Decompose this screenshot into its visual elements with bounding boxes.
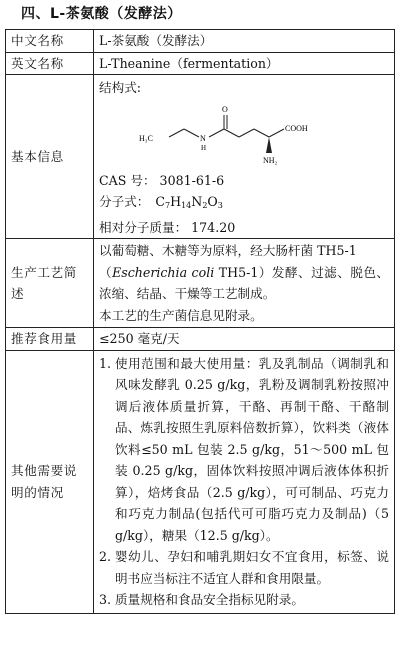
- note-number: 2.: [99, 549, 112, 564]
- formula-element: N: [191, 194, 203, 209]
- note-item: [99, 546, 389, 589]
- molecular-formula: [155, 194, 222, 209]
- molecular-mass: 相对分子质量： 174.20: [99, 219, 236, 235]
- value-process: [94, 239, 395, 328]
- formula-subscript: 14: [181, 201, 192, 210]
- nh2-group-label: NH₂: [263, 155, 278, 165]
- process-line-2-rest: TH5-1）发酵、过滤、脱色、浓缩、结晶、干燥等工艺制成。: [99, 264, 389, 301]
- process-paren: （: [99, 264, 113, 280]
- value-english-name: L-Theanine（fermentation）: [94, 52, 395, 75]
- formula-element: C: [155, 194, 166, 209]
- row-process: [6, 239, 395, 328]
- formula-element: H: [170, 194, 182, 209]
- note-number: 1.: [99, 355, 112, 371]
- value-dosage: ≤250 毫克/天: [94, 328, 395, 351]
- label-dosage: 推荐食用量: [6, 328, 94, 351]
- process-line-3: 本工艺的生产菌信息见附录。: [99, 307, 263, 323]
- cas-number: CAS 号： 3081-61-6: [99, 172, 225, 188]
- value-basic-info: [94, 75, 395, 239]
- row-dosage: [6, 328, 395, 351]
- formula-subscript: 3: [217, 201, 223, 210]
- note-number: 3.: [99, 592, 112, 607]
- value-chinese-name: L-茶氨酸（发酵法）: [94, 30, 395, 53]
- molecular-formula-line: [99, 191, 389, 217]
- formula-subscript: 2: [202, 201, 208, 210]
- notes-list: [99, 353, 389, 611]
- value-other: [94, 350, 395, 613]
- note-text: 使用范围和最大使用量：乳及乳制品（调制乳和风味发酵乳 0.25 g/kg，乳粉及调制乳粉按照冲调后液体质量折算，干酪、再制干酪、干酪制品、炼乳按照生乳原料倍数折算），饮料类（液体饮料≤50 mL 包装 2.5 g/kg，51～500 mL 包装 0.25 g/kg，固体饮料按照冲调后液体体积折算），焙烤食品（2.5 g/kg），可可制品、巧克力和巧克力制品(包括代可可脂巧克力及制品)（5 g/kg），糖果（12.5 g/kg）。: [115, 355, 389, 543]
- section-title: 四、L-茶氨酸（发酵法）: [21, 6, 182, 22]
- structure-label: 结构式:: [99, 80, 142, 95]
- formula-subscript: 7: [165, 201, 171, 210]
- structural-formula-diagram: [139, 101, 339, 167]
- h-atom-label: H: [201, 143, 207, 152]
- row-other: [6, 350, 395, 613]
- note-text: 婴幼儿、孕妇和哺乳期妇女不宜食用，标签、说明书应当标注不适宜人群和食用限量。: [115, 549, 389, 586]
- process-line-1: 以葡萄糖、木糖等为原料，经大肠杆菌 TH5-1: [99, 243, 357, 258]
- h3c-atom-label: H₃C: [139, 133, 153, 143]
- note-text: 质量规格和食品安全指标见附录。: [115, 592, 304, 607]
- label-other: 其他需要说明的情况: [6, 350, 94, 613]
- formula-element: O: [207, 194, 218, 209]
- info-table: [5, 29, 395, 614]
- row-chinese-name: [6, 30, 395, 53]
- note-item: [99, 589, 389, 611]
- note-item: [99, 353, 389, 547]
- row-basic-info: [6, 75, 395, 239]
- o-atom-label: O: [222, 104, 228, 114]
- label-basic-info: 基本信息: [6, 75, 94, 239]
- label-chinese-name: 中文名称: [6, 30, 94, 53]
- formula-label: 分子式：: [99, 194, 150, 209]
- label-process: 生产工艺简述: [6, 239, 94, 328]
- cooh-group-label: COOH: [285, 123, 308, 133]
- strain-species-name: Escherichia coli: [112, 264, 215, 280]
- label-english-name: 英文名称: [6, 52, 94, 75]
- row-english-name: [6, 52, 395, 75]
- n-atom-label: N: [200, 133, 206, 143]
- process-line-2: [99, 262, 389, 305]
